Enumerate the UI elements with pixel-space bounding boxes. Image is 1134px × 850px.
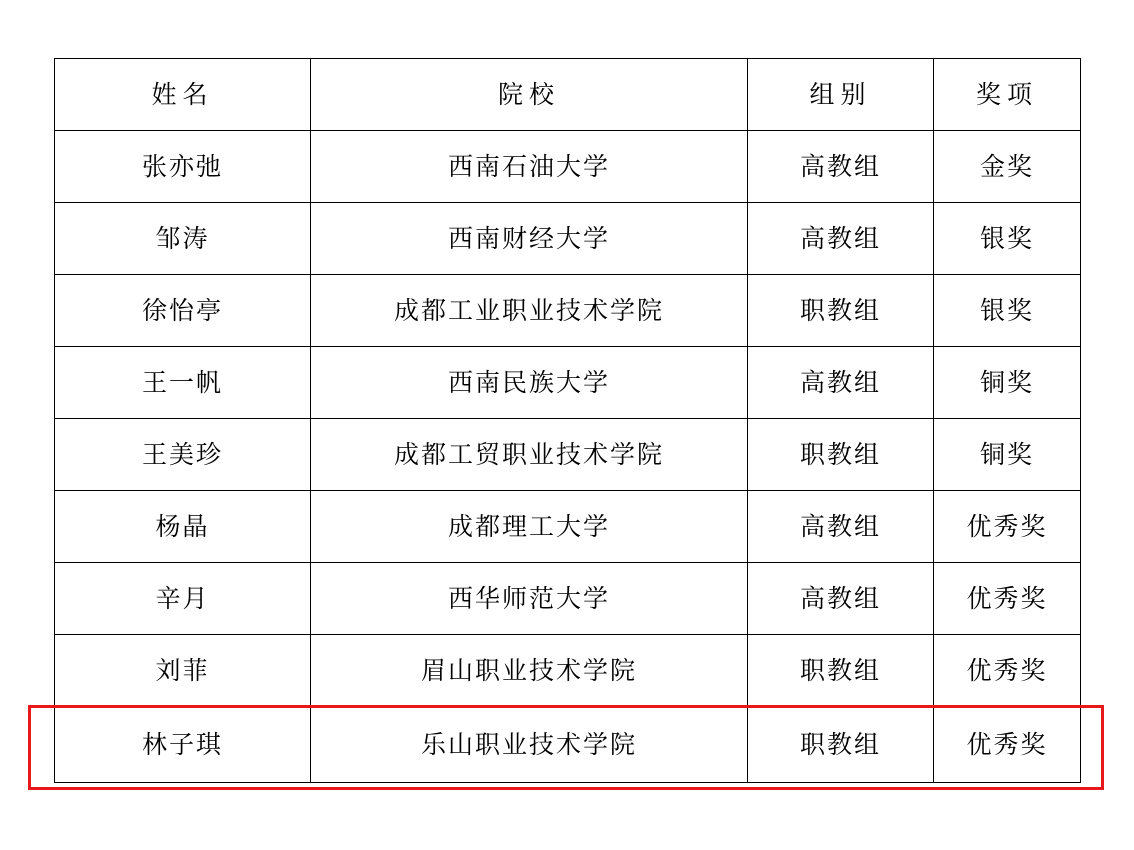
cell-award: 铜奖 (934, 419, 1081, 491)
cell-group: 高教组 (748, 491, 934, 563)
table-row (55, 275, 1081, 347)
cell-group: 职教组 (748, 707, 934, 783)
table-row (55, 635, 1081, 707)
cell-school: 眉山职业技术学院 (311, 635, 748, 707)
table-row (55, 563, 1081, 635)
cell-group: 高教组 (748, 131, 934, 203)
cell-group: 高教组 (748, 563, 934, 635)
cell-school: 西南财经大学 (311, 203, 748, 275)
header-cell-name: 姓名 (55, 59, 311, 131)
award-table (54, 58, 1081, 783)
cell-school: 成都工业职业技术学院 (311, 275, 748, 347)
table-row (55, 347, 1081, 419)
cell-school: 西南石油大学 (311, 131, 748, 203)
table-row-highlighted (55, 707, 1081, 783)
table-header-row (55, 59, 1081, 131)
cell-award: 银奖 (934, 275, 1081, 347)
header-cell-group: 组别 (748, 59, 934, 131)
cell-name: 辛月 (55, 563, 311, 635)
table-row (55, 491, 1081, 563)
cell-name: 杨晶 (55, 491, 311, 563)
cell-school: 西南民族大学 (311, 347, 748, 419)
cell-school: 西华师范大学 (311, 563, 748, 635)
cell-group: 高教组 (748, 347, 934, 419)
cell-name: 王一帆 (55, 347, 311, 419)
cell-name: 王美珍 (55, 419, 311, 491)
table-row (55, 419, 1081, 491)
award-table-container (54, 58, 1080, 783)
cell-school: 成都理工大学 (311, 491, 748, 563)
cell-school: 乐山职业技术学院 (311, 707, 748, 783)
cell-name: 徐怡亭 (55, 275, 311, 347)
cell-award: 优秀奖 (934, 563, 1081, 635)
cell-group: 高教组 (748, 203, 934, 275)
cell-group: 职教组 (748, 635, 934, 707)
cell-school: 成都工贸职业技术学院 (311, 419, 748, 491)
cell-name: 林子琪 (55, 707, 311, 783)
header-cell-award: 奖项 (934, 59, 1081, 131)
table-row (55, 203, 1081, 275)
cell-award: 优秀奖 (934, 707, 1081, 783)
cell-name: 邹涛 (55, 203, 311, 275)
table-row (55, 131, 1081, 203)
cell-name: 刘菲 (55, 635, 311, 707)
cell-name: 张亦弛 (55, 131, 311, 203)
cell-award: 金奖 (934, 131, 1081, 203)
cell-group: 职教组 (748, 275, 934, 347)
cell-group: 职教组 (748, 419, 934, 491)
cell-award: 铜奖 (934, 347, 1081, 419)
header-cell-school: 院校 (311, 59, 748, 131)
cell-award: 优秀奖 (934, 635, 1081, 707)
cell-award: 优秀奖 (934, 491, 1081, 563)
cell-award: 银奖 (934, 203, 1081, 275)
